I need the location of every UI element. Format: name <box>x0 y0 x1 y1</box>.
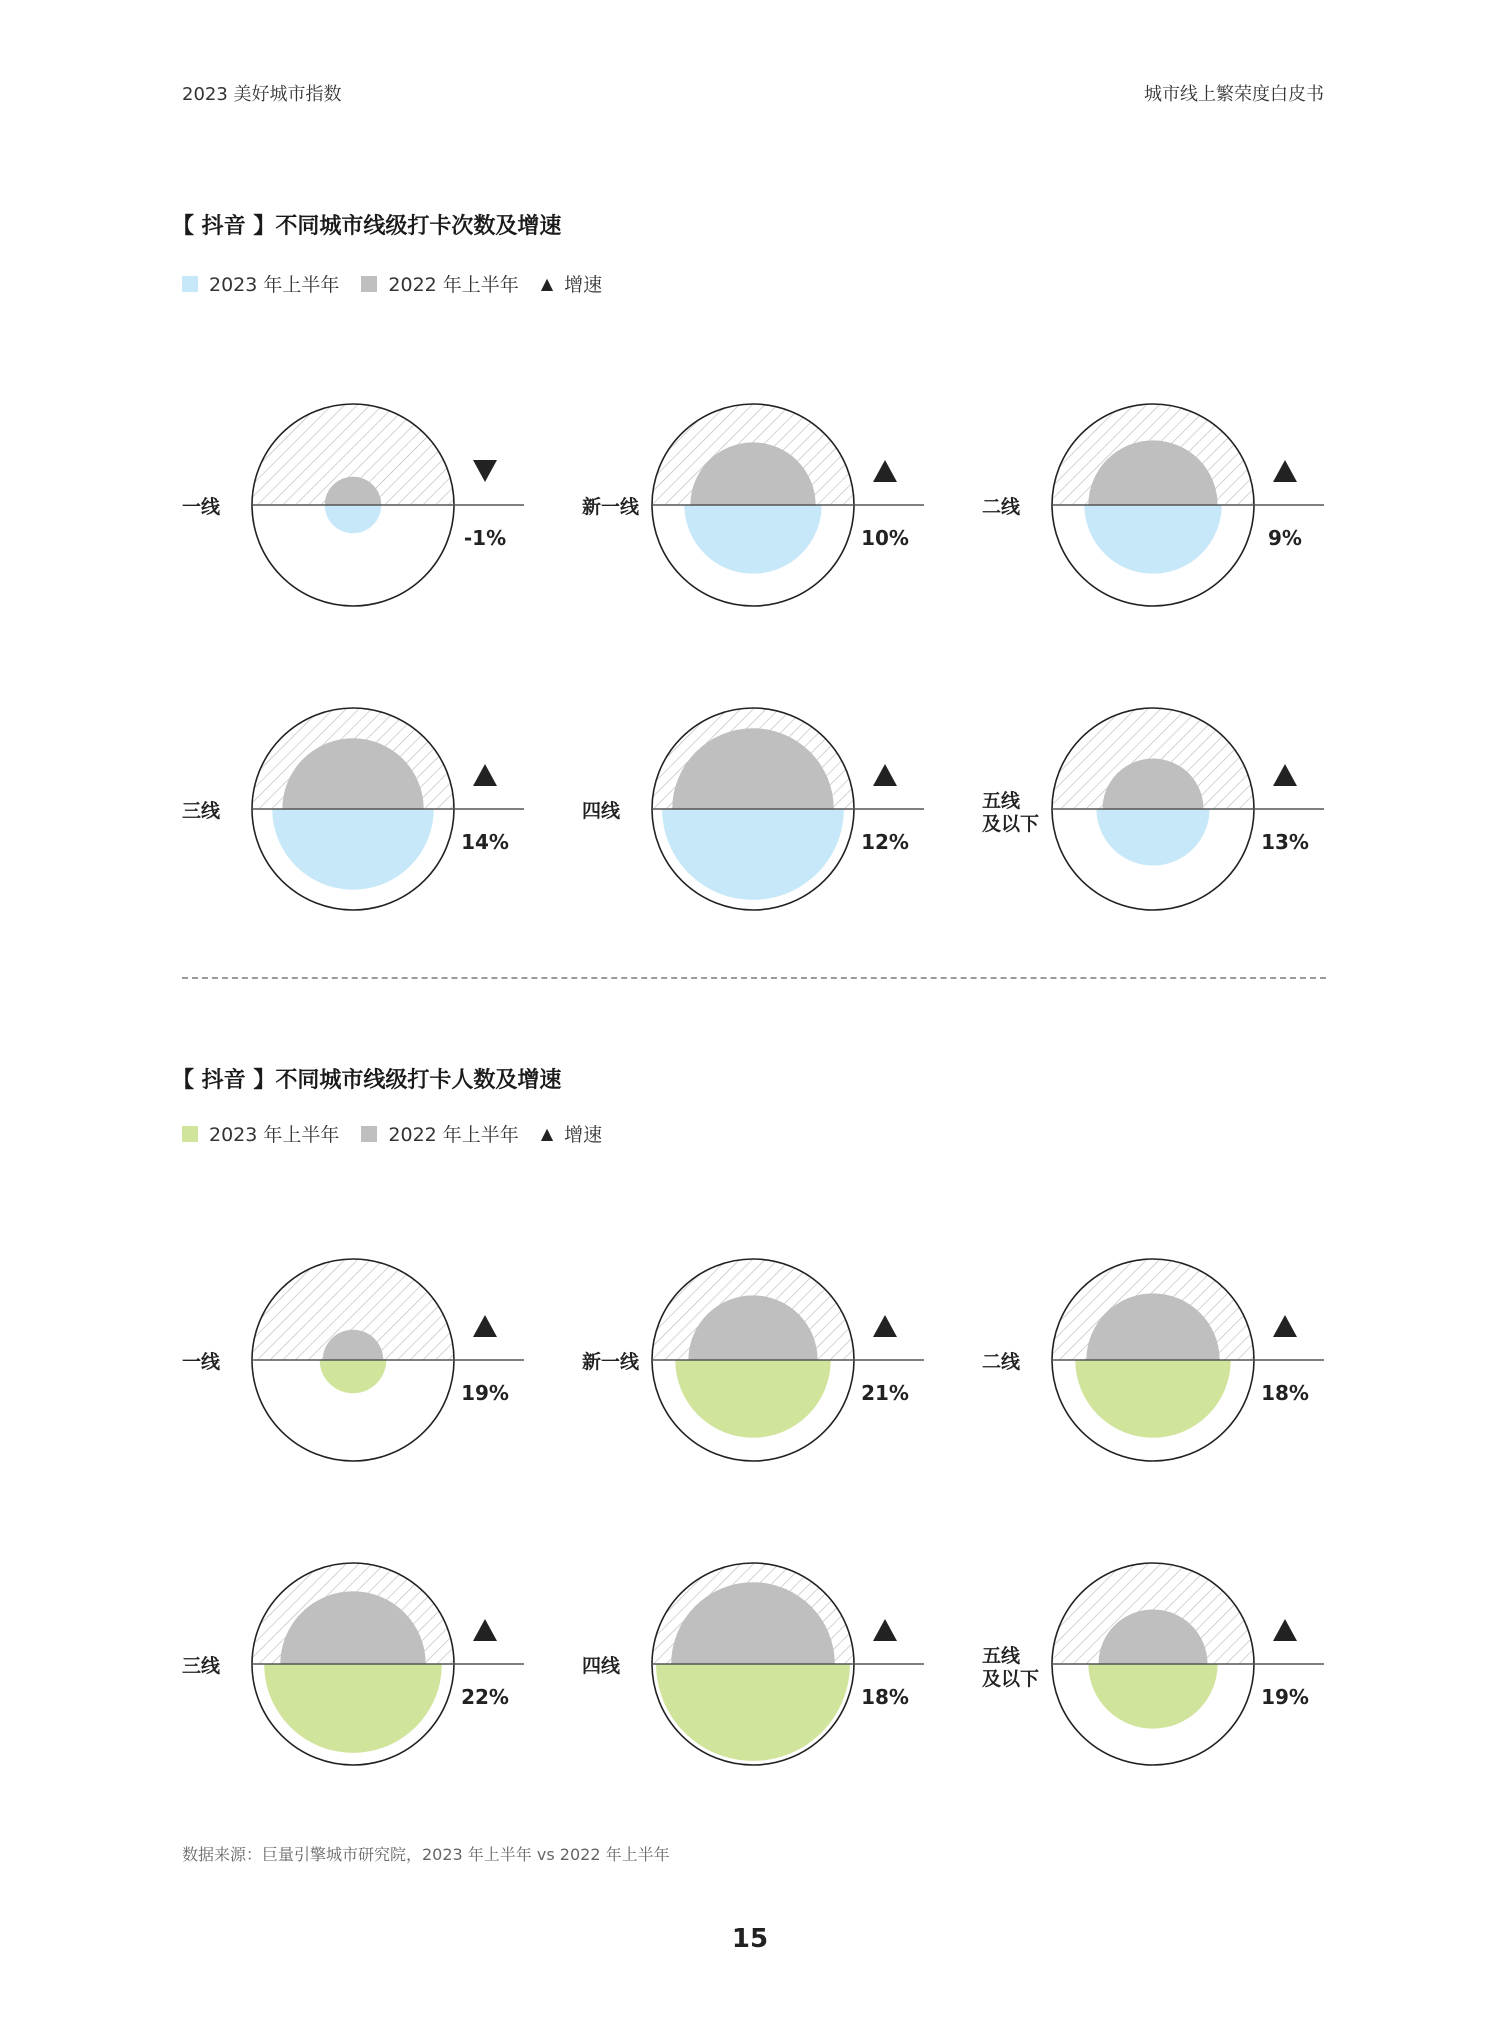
legend-label-2023: 2023 年上半年 <box>209 1124 340 1146</box>
city-label: 四线 <box>582 1655 621 1677</box>
legend-2022 <box>361 270 518 297</box>
legend-swatch-2023 <box>182 276 198 292</box>
growth-value: 13% <box>1261 830 1309 854</box>
semicircle-2023 <box>320 1360 387 1393</box>
city-label: 新一线 <box>582 1351 640 1373</box>
city-label: 二线 <box>982 496 1021 518</box>
city-label: 二线 <box>982 1351 1021 1373</box>
circle-chart-0 <box>182 404 524 606</box>
triangle-up-icon <box>1273 764 1297 786</box>
growth-value: -1% <box>463 526 507 550</box>
data-source: 数据来源：巨量引擎城市研究院，2023 年上半年 vs 2022 年上半年 <box>182 1845 670 1864</box>
growth-value: 14% <box>461 830 509 854</box>
triangle-up-icon: ▲ <box>540 1124 554 1143</box>
section-1-legend <box>182 270 624 297</box>
page-number: 15 <box>731 1924 769 1954</box>
chart-checkin-users <box>0 1235 1500 1835</box>
semicircle-2023 <box>1096 809 1209 866</box>
growth-value: 10% <box>861 526 909 550</box>
legend-growth <box>541 270 602 297</box>
triangle-up-icon <box>473 1619 497 1641</box>
header-left: 2023 美好城市指数 <box>182 84 342 105</box>
triangle-up-icon <box>473 764 497 786</box>
circle-chart-2 <box>982 404 1324 606</box>
city-label: 五线 <box>982 1645 1021 1667</box>
circle-chart-4 <box>582 1563 924 1765</box>
semicircle-2023 <box>264 1664 442 1753</box>
legend-swatch-2023 <box>182 1126 198 1142</box>
city-label: 一线 <box>182 496 221 518</box>
triangle-up-icon <box>873 1315 897 1337</box>
growth-value: 22% <box>461 1685 509 1709</box>
legend-label-growth: 增速 <box>564 274 603 296</box>
growth-value: 12% <box>861 830 909 854</box>
section-1-title: 【 抖音 】不同城市线级打卡次数及增速 <box>172 214 562 239</box>
circle-chart-2 <box>982 1259 1324 1461</box>
legend-label-growth: 增速 <box>564 1124 603 1146</box>
legend-label-2023: 2023 年上半年 <box>209 274 340 296</box>
triangle-up-icon <box>873 460 897 482</box>
semicircle-2023 <box>675 1360 831 1438</box>
legend-label-2022: 2022 年上半年 <box>388 1124 519 1146</box>
growth-value: 18% <box>1261 1381 1309 1405</box>
growth-value: 19% <box>461 1381 509 1405</box>
legend-swatch-2022 <box>361 1126 377 1142</box>
semicircle-2023 <box>684 505 821 574</box>
triangle-up-icon <box>473 1315 497 1337</box>
circle-chart-5 <box>982 708 1324 910</box>
legend-2022 <box>361 1120 518 1147</box>
circle-chart-3 <box>182 708 524 910</box>
header-right: 城市线上繁荣度白皮书 <box>1144 84 1324 105</box>
city-label: 一线 <box>182 1351 221 1373</box>
circle-chart-4 <box>582 708 924 910</box>
city-label: 及以下 <box>982 1668 1040 1690</box>
circle-chart-5 <box>982 1563 1324 1765</box>
legend-growth <box>541 1120 602 1147</box>
triangle-up-icon: ▲ <box>540 274 554 293</box>
legend-swatch-2022 <box>361 276 377 292</box>
growth-value: 21% <box>861 1381 909 1405</box>
legend-label-2022: 2022 年上半年 <box>388 274 519 296</box>
circle-chart-0 <box>182 1259 524 1461</box>
semicircle-2023 <box>662 809 844 900</box>
section-divider <box>182 977 1326 979</box>
growth-value: 9% <box>1268 526 1302 550</box>
circle-chart-3 <box>182 1563 524 1765</box>
circle-chart-1 <box>582 404 924 606</box>
city-label: 五线 <box>982 790 1021 812</box>
legend-2023 <box>182 1120 339 1147</box>
chart-checkin-count <box>0 380 1500 980</box>
city-label: 新一线 <box>582 496 640 518</box>
triangle-up-icon <box>873 764 897 786</box>
semicircle-2023 <box>656 1664 850 1761</box>
semicircle-2023 <box>1088 1664 1217 1729</box>
legend-2023 <box>182 270 339 297</box>
triangle-up-icon <box>873 1619 897 1641</box>
semicircle-2023 <box>325 505 382 533</box>
circle-chart-1 <box>582 1259 924 1461</box>
growth-value: 18% <box>861 1685 909 1709</box>
section-2-title: 【 抖音 】不同城市线级打卡人数及增速 <box>172 1068 562 1093</box>
semicircle-2023 <box>1084 505 1221 574</box>
triangle-up-icon <box>1273 1315 1297 1337</box>
triangle-up-icon <box>1273 460 1297 482</box>
city-label: 三线 <box>182 1655 221 1677</box>
city-label: 三线 <box>182 800 221 822</box>
semicircle-2023 <box>272 809 434 890</box>
section-2-legend <box>182 1120 624 1147</box>
semicircle-2023 <box>1075 1360 1231 1438</box>
triangle-down-icon <box>473 460 497 482</box>
city-label: 四线 <box>582 800 621 822</box>
city-label: 及以下 <box>982 813 1040 835</box>
growth-value: 19% <box>1261 1685 1309 1709</box>
triangle-up-icon <box>1273 1619 1297 1641</box>
